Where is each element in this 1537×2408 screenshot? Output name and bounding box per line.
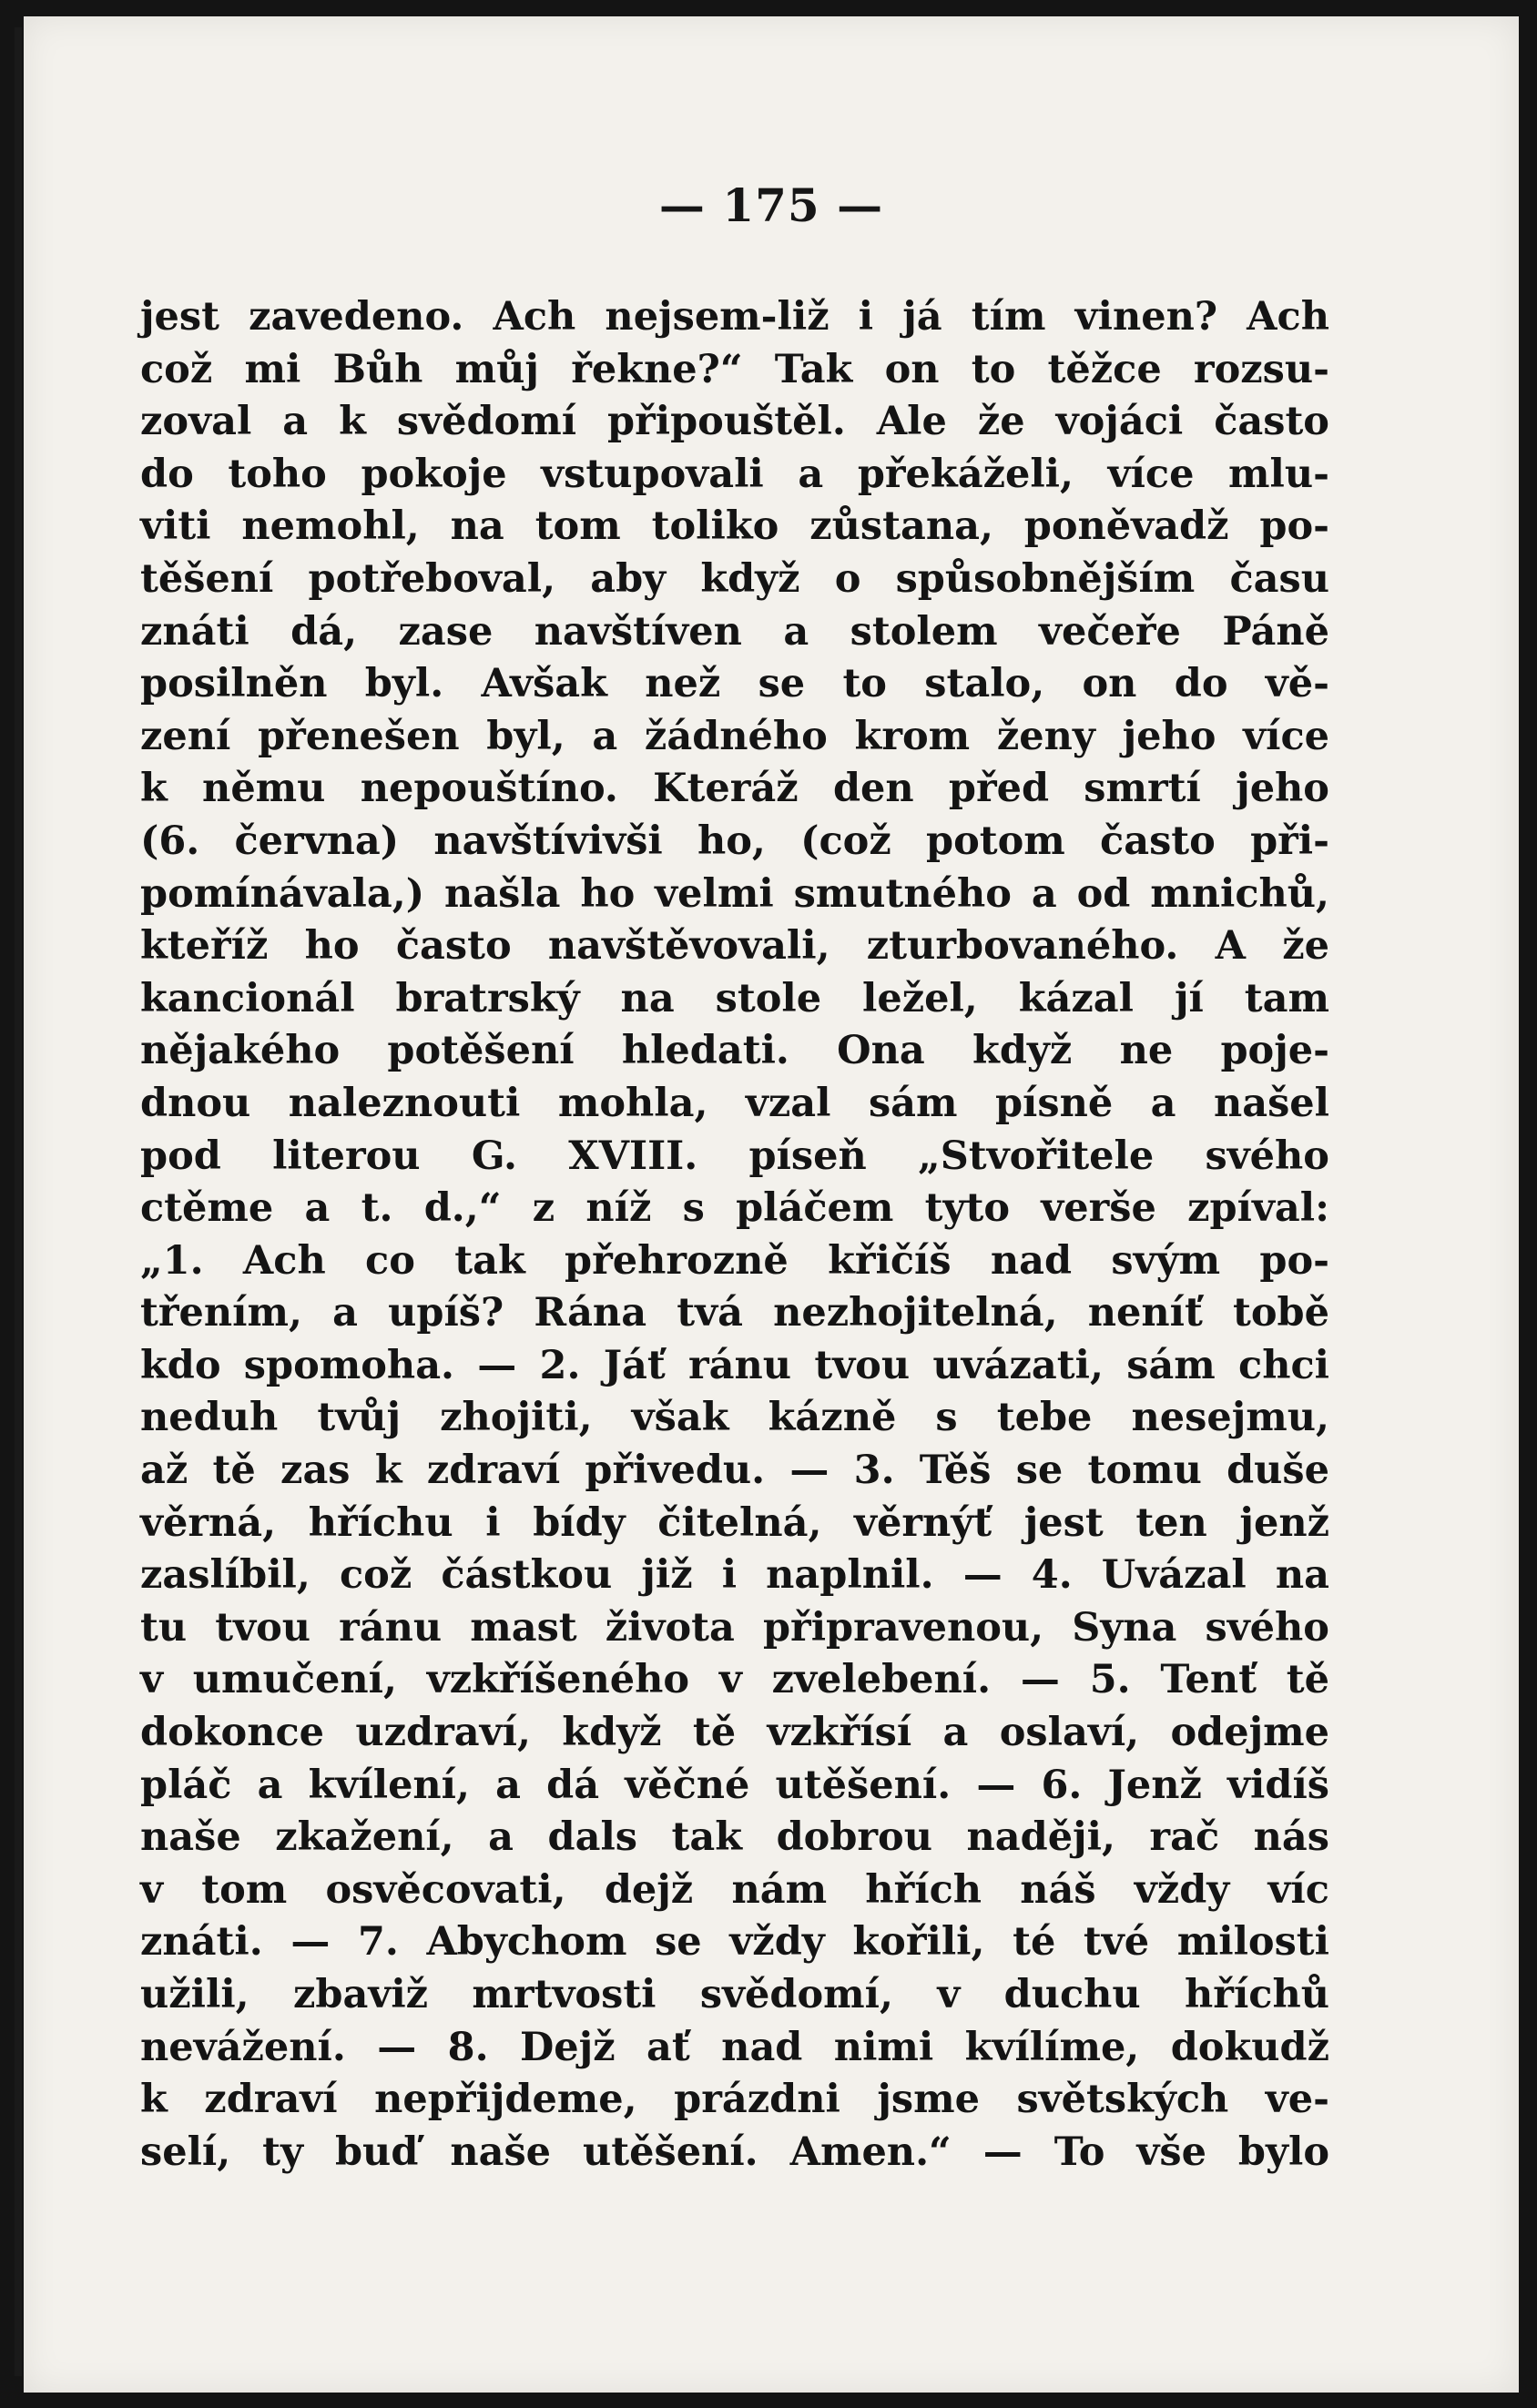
text-line: do toho pokoje vstupovali a překáželi, více mlu- bbox=[140, 451, 1329, 497]
text-line: až tě zas k zdraví přivedu. — 3. Těš se tomu duše bbox=[140, 1448, 1329, 1494]
text-line: selí, ty buď naše utěšení. Amen.“ — To vše bylo bbox=[140, 2129, 1329, 2175]
text-line: třením, a upíš? Rána tvá nezhojitelná, neníť tobě bbox=[140, 1290, 1329, 1336]
text-line: viti nemohl, na tom toliko zůstana, poněvadž po- bbox=[140, 503, 1329, 550]
text-line: kancionál bratrský na stole ležel, kázal jí tam bbox=[140, 975, 1329, 1021]
text-line: kteříž ho často navštěvovali, zturbovaného. A že bbox=[140, 923, 1329, 970]
text-line: těšení potřeboval, aby když o spůsobnějším času bbox=[140, 555, 1329, 602]
text-line: dnou naleznouti mohla, vzal sám písně a našel bbox=[140, 1080, 1329, 1126]
text-line: k zdraví nepřijdeme, prázdni jsme světských ve- bbox=[140, 2077, 1329, 2123]
text-line: k němu nepouštíno. Kteráž den před smrtí jeho bbox=[140, 766, 1329, 812]
text-line: zení přenešen byl, a žádného krom ženy jeho více bbox=[140, 713, 1329, 759]
text-line: „1. Ach co tak přehrozně křičíš nad svým po- bbox=[140, 1237, 1329, 1284]
text-line: užili, zbaviž mrtvosti svědomí, v duchu hříchů bbox=[140, 1972, 1329, 2017]
text-line: pomínávala,) našla ho velmi smutného a od mnichů, bbox=[140, 870, 1329, 917]
text-line: znáti. — 7. Abychom se vždy kořili, té tvé milosti bbox=[140, 1919, 1329, 1966]
text-line: v umučení, vzkříšeného v zvelebení. — 5. Tenť tě bbox=[140, 1657, 1329, 1703]
text-line: nějakého potěšení hledati. Ona když ne poje- bbox=[140, 1028, 1329, 1074]
text-line: pod literou G. XVIII. píseň „Stvořitele svého bbox=[140, 1133, 1329, 1179]
book-page bbox=[24, 16, 1519, 2393]
text-line: tu tvou ránu mast života připravenou, Syna svého bbox=[140, 1604, 1329, 1651]
text-line: pláč a kvílení, a dá věčné utěšení. — 6. Jenž vidíš bbox=[140, 1762, 1329, 1808]
text-line: což mi Bůh můj řekne?“ Tak on to těžce rozsu- bbox=[140, 346, 1329, 392]
text-line: věrná, hříchu i bídy čitelná, věrnýť jest ten jenž bbox=[140, 1499, 1329, 1546]
text-line: naše zkažení, a dals tak dobrou naději, rač nás bbox=[140, 1814, 1329, 1861]
text-line: posilněn byl. Avšak než se to stalo, on do vě- bbox=[140, 661, 1329, 707]
text-line: zoval a k svědomí připouštěl. Ale že vojáci často bbox=[140, 399, 1329, 445]
text-line: znáti dá, zase navštíven a stolem večeře Páně bbox=[140, 608, 1329, 655]
text-line: ctěme a t. d.,“ z níž s pláčem tyto verše zpíval: bbox=[140, 1185, 1329, 1232]
text-line: (6. června) navštívivši ho, (což potom často při- bbox=[140, 818, 1329, 864]
text-line: v tom osvěcovati, dejž nám hřích náš vždy víc bbox=[140, 1866, 1329, 1913]
body-text bbox=[140, 291, 1329, 2179]
text-line: kdo spomoha. — 2. Jáť ránu tvou uvázati, sám chci bbox=[140, 1342, 1329, 1388]
text-line: zaslíbil, což částkou již i naplnil. — 4. Uvázal na bbox=[140, 1552, 1329, 1599]
page-number: — 175 — bbox=[658, 178, 884, 232]
text-line: jest zavedeno. Ach nejsem-liž i já tím vinen? Ach bbox=[140, 294, 1329, 340]
text-line: dokonce uzdraví, když tě vzkřísí a oslaví, odejme bbox=[140, 1710, 1329, 1756]
text-line: nevážení. — 8. Dejž ať nad nimi kvílíme, dokudž bbox=[140, 2024, 1329, 2070]
text-line: neduh tvůj zhojiti, však kázně s tebe nesejmu, bbox=[140, 1395, 1329, 1441]
binding-edge bbox=[15, 27, 22, 2376]
